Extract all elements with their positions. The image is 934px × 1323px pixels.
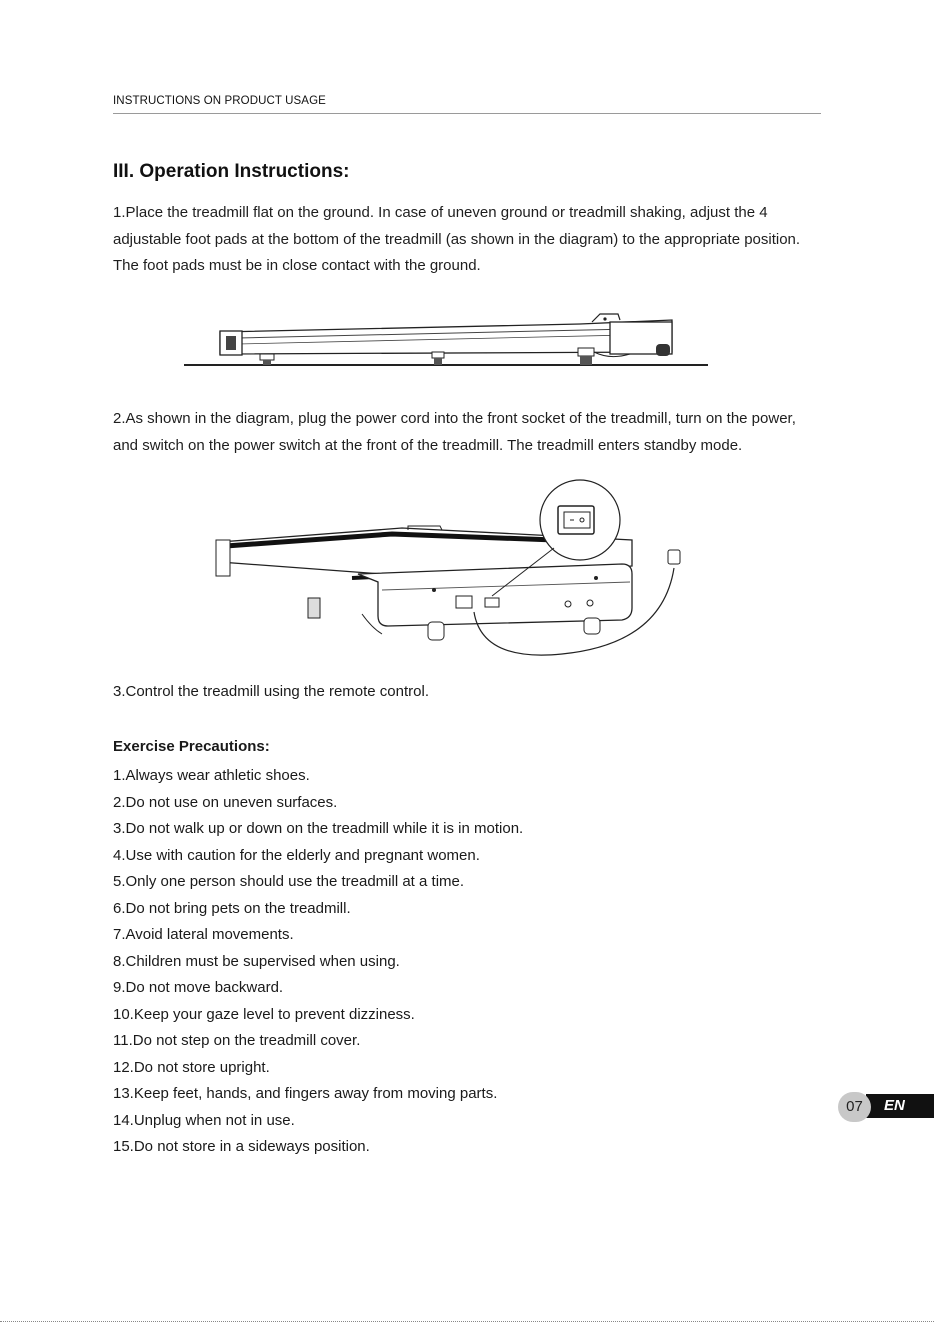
step-1-text: 1.Place the treadmill flat on the ground. In case of uneven ground or treadmill shaking, adjust the 4 adjustable foot pads at the bottom of the treadmill (as shown in the diagram) to the appropriate position. The foot pads must be in close contact with the ground. [113, 204, 801, 274]
step-2-text: 2.As shown in the diagram, plug the power cord into the front socket of the treadmill, turn on the power, and switch on the power switch at the front of the treadmill. The treadmill enters standby mode. [113, 410, 796, 454]
language-tab: EN [866, 1094, 934, 1118]
precaution-item: 5.Only one person should use the treadmill at a time. [113, 873, 465, 890]
precaution-item: 9.Do not move backward. [113, 979, 284, 996]
page-number: 07 [838, 1092, 871, 1122]
power-connection-diagram [212, 478, 692, 664]
precaution-item: 13.Keep feet, hands, and fingers away from moving parts. [113, 1085, 498, 1102]
precaution-item: 12.Do not store upright. [113, 1058, 270, 1076]
precaution-item: 15.Do not store in a sideways position. [113, 1138, 370, 1155]
precaution-item: 7.Avoid lateral movements. [113, 926, 294, 943]
precaution-item: 11.Do not step on the treadmill cover. [113, 1032, 361, 1049]
precaution-item: 2.Do not use on uneven surfaces. [113, 793, 338, 811]
step-3-text: 3.Control the treadmill using the remote control. [113, 683, 429, 700]
precaution-item: 1.Always wear athletic shoes. [113, 767, 310, 784]
precaution-item: 10.Keep your gaze level to prevent dizziness. [113, 1005, 415, 1023]
precautions-list [113, 763, 523, 1161]
precaution-item: 8.Children must be supervised when using. [113, 952, 400, 970]
page-bottom-border [0, 1321, 934, 1322]
section-title: III. Operation Instructions: [113, 161, 350, 182]
treadmill-side-view-diagram [180, 308, 710, 370]
precautions-title: Exercise Precautions: [113, 738, 270, 755]
running-header: INSTRUCTIONS ON PRODUCT USAGE [113, 95, 326, 107]
precaution-item: 4.Use with caution for the elderly and pregnant women. [113, 846, 480, 864]
precaution-item: 6.Do not bring pets on the treadmill. [113, 899, 351, 917]
precaution-item: 14.Unplug when not in use. [113, 1111, 295, 1129]
header-divider [113, 113, 821, 114]
precaution-item: 3.Do not walk up or down on the treadmill while it is in motion. [113, 820, 524, 837]
